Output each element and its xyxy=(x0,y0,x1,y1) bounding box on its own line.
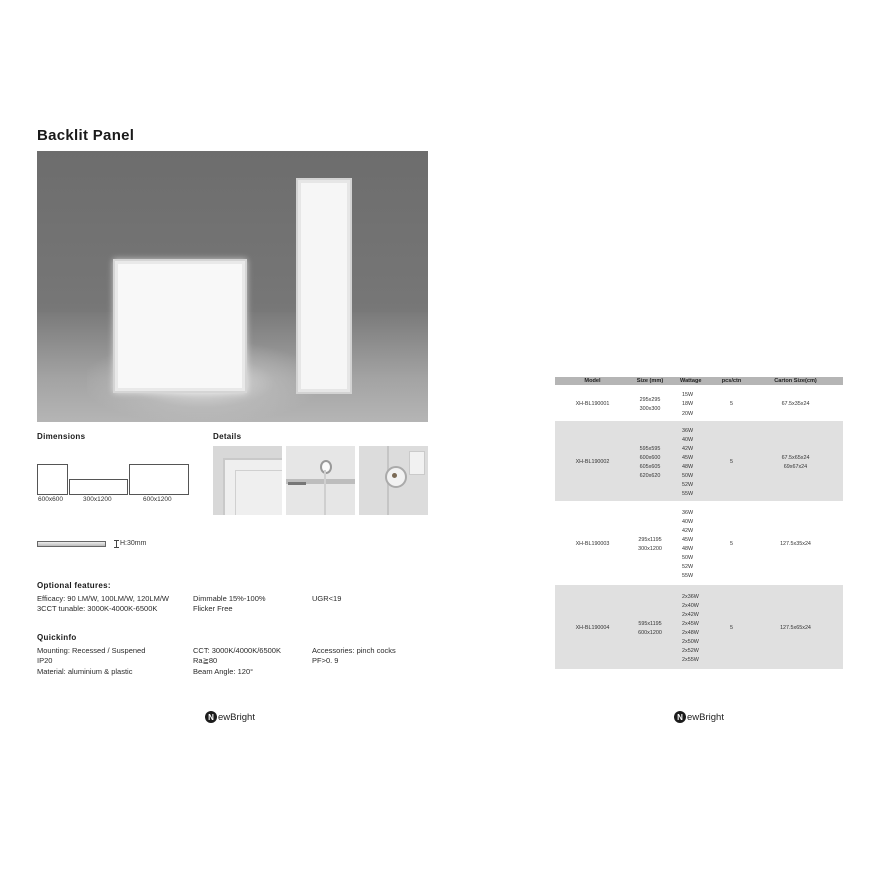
ip-rating-text: IP20 xyxy=(37,656,53,666)
table-row xyxy=(555,501,843,585)
cell-model: XH-BL190004 xyxy=(575,625,610,632)
brand-mark-icon: N xyxy=(674,711,686,723)
cell-size: 295x1195 300x1200 xyxy=(638,536,662,552)
efficacy-text: Efficacy: 90 LM/W, 100LM/W, 120LM/W xyxy=(37,594,169,603)
cell-wattage: 36W 40W 42W 45W 48W 50W 52W 55W xyxy=(682,427,694,498)
optional-features-col1 xyxy=(37,594,169,615)
cell-pcs: 5 xyxy=(730,625,733,632)
cell-model: XH-BL190002 xyxy=(575,459,610,466)
brand-logo-right xyxy=(674,711,724,723)
beam-angle-text: Beam Angle: 120° xyxy=(193,666,254,676)
table-header xyxy=(555,377,843,385)
column-header: pcs/ctn xyxy=(721,378,742,384)
cell-carton: 127.5x35x24 xyxy=(780,541,811,548)
table-row xyxy=(555,585,843,669)
rectangular-panel-image xyxy=(296,178,352,394)
cell-model: XH-BL190001 xyxy=(575,401,610,408)
pf-text: PF>0. 9 xyxy=(312,656,339,666)
optional-features-heading: Optional features: xyxy=(37,581,111,590)
ugr-text: UGR<19 xyxy=(312,594,342,603)
brand-name: ewBright xyxy=(687,711,724,723)
mounting-text: Mounting: Recessed / Suspened xyxy=(37,646,146,655)
column-header: Size (mm) xyxy=(636,378,664,384)
quickinfo-heading: Quickinfo xyxy=(37,633,77,642)
cell-wattage: 2x36W 2x40W 2x42W 2x45W 2x48W 2x50W 2x52W 2x55W xyxy=(682,593,699,664)
quickinfo-col2 xyxy=(193,646,281,677)
cell-carton: 127.5x65x24 xyxy=(780,625,811,632)
table-row xyxy=(555,421,843,501)
spec-table xyxy=(555,377,843,669)
product-photo xyxy=(37,151,428,422)
flicker-free-text: Flicker Free xyxy=(193,604,233,614)
details-heading: Details xyxy=(213,432,242,441)
column-header: Wattage xyxy=(680,378,702,384)
optional-features-col3 xyxy=(312,594,341,604)
cell-pcs: 5 xyxy=(730,541,733,548)
dimension-label: 600x1200 xyxy=(143,496,172,503)
cell-wattage: 36W 40W 42W 45W 48W 50W 52W 55W xyxy=(682,509,694,580)
cell-size: 295x295 300x300 xyxy=(639,396,661,412)
cell-model: XH-BL190003 xyxy=(575,541,610,548)
cell-size: 595x1195 600x1200 xyxy=(638,620,662,636)
cell-wattage: 15W 18W 20W xyxy=(682,392,694,417)
ra-text: Ra≧80 xyxy=(193,656,218,666)
cell-pcs: 5 xyxy=(730,459,733,466)
cell-carton: 67.5x35x24 xyxy=(781,401,810,408)
brand-mark-icon: N xyxy=(205,711,217,723)
material-text: Material: aluminium & plastic xyxy=(37,666,133,676)
cct-tunable-text: 3CCT tunable: 3000K-4000K-6500K xyxy=(37,604,158,614)
accessories-text: Accessories: pinch cocks xyxy=(312,646,396,655)
panel-profile-image xyxy=(37,541,106,547)
quickinfo-col3 xyxy=(312,646,396,667)
square-panel-image xyxy=(113,259,247,393)
detail-photo-back xyxy=(359,446,428,515)
dimension-box-600x1200 xyxy=(129,464,189,495)
column-header: Carton Size(cm) xyxy=(774,378,817,384)
detail-photo-connector xyxy=(286,446,355,515)
brand-name: ewBright xyxy=(218,711,255,723)
detail-photo-corner xyxy=(213,446,282,515)
table-row xyxy=(555,385,843,421)
page-title: Backlit Panel xyxy=(37,127,135,144)
dimension-box-600x600 xyxy=(37,464,68,495)
dimension-label: 300x1200 xyxy=(83,496,112,503)
dimension-label: 600x600 xyxy=(38,496,63,503)
dimmable-text: Dimmable 15%-100% xyxy=(193,594,266,603)
column-header: Model xyxy=(584,378,601,384)
brand-logo xyxy=(205,711,255,723)
dimensions-heading: Dimensions xyxy=(37,432,86,441)
quickinfo-col1 xyxy=(37,646,145,677)
cell-pcs: 5 xyxy=(730,401,733,408)
cct-text: CCT: 3000K/4000K/6500K xyxy=(193,646,281,655)
cell-carton: 67.5x65x24 69x67x24 xyxy=(781,454,810,470)
cell-size: 595x595 600x600 605x605 620x620 xyxy=(639,445,661,480)
height-label: H:30mm xyxy=(120,540,147,547)
dimension-box-300x1200 xyxy=(69,479,128,495)
optional-features-col2 xyxy=(193,594,266,615)
